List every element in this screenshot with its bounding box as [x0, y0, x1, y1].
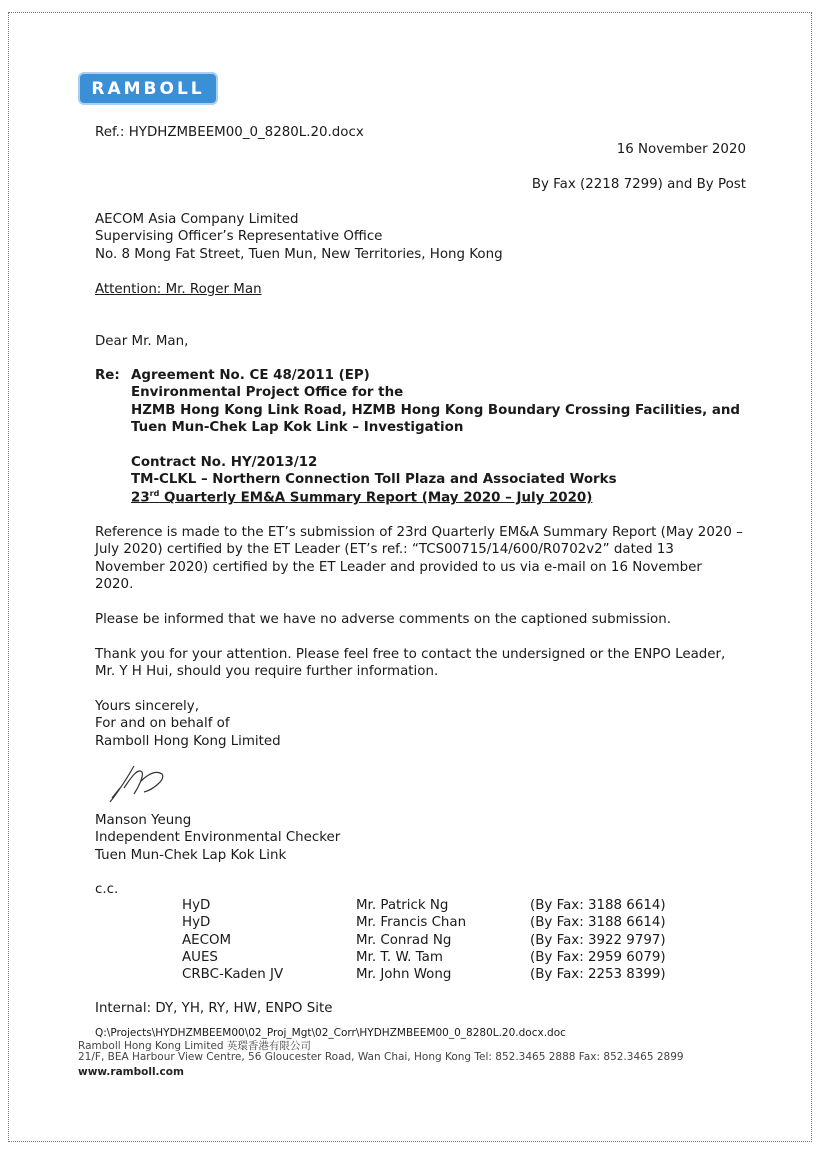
cc-fax: (By Fax: 3922 9797) [530, 933, 666, 948]
reference-number: Ref.: HYDHZMBEEM00_0_8280L.20.docx [95, 125, 364, 140]
address-line: AECOM Asia Company Limited [95, 212, 299, 227]
cc-row [0, 915, 828, 933]
body-paragraph-3-line: Thank you for your attention. Please feel free to contact the undersigned or the ENPO Leader, [95, 647, 726, 662]
body-paragraph-1-line: July 2020) certified by the ET Leader (ET’s ref.: “TCS00715/14/600/R0702v2” dated 13 [95, 542, 674, 557]
address-line: No. 8 Mong Fat Street, Tuen Mun, New Territories, Hong Kong [95, 247, 503, 262]
cc-name: Mr. T. W. Tam [356, 950, 443, 965]
ramboll-logo [78, 72, 218, 105]
cc-fax: (By Fax: 2959 6079) [530, 950, 666, 965]
closing-line: Yours sincerely, [95, 699, 199, 714]
body-paragraph-1-line: Reference is made to the ET’s submission of 23rd Quarterly EM&A Summary Report (May 2020 – [95, 525, 743, 540]
cc-name: Mr. Conrad Ng [356, 933, 452, 948]
cc-name: Mr. John Wong [356, 967, 452, 982]
cc-org: AUES [182, 950, 218, 965]
signatory-name: Manson Yeung [95, 813, 192, 828]
footer-address: 21/F, BEA Harbour View Centre, 56 Gloucester Road, Wan Chai, Hong Kong Tel: 852.3465 2888 Fax: 852.3465 2899 [78, 1051, 684, 1063]
cc-row [0, 967, 828, 985]
body-paragraph-1-line: November 2020) certified by the ET Leader and provided to us via e-mail on 16 November [95, 560, 702, 575]
footer-company: Ramboll Hong Kong Limited 英環香港有限公司 [78, 1040, 311, 1052]
address-line: Supervising Officer’s Representative Office [95, 229, 383, 244]
cc-row [0, 933, 828, 951]
body-paragraph-3-line: Mr. Y H Hui, should you require further information. [95, 664, 439, 679]
body-paragraph-1-line: 2020. [95, 577, 134, 592]
cc-row [0, 950, 828, 968]
cc-name: Mr. Patrick Ng [356, 898, 449, 913]
closing-line: Ramboll Hong Kong Limited [95, 734, 281, 749]
internal-distribution: Internal: DY, YH, RY, HW, ENPO Site [95, 1001, 333, 1016]
attention-line: Attention: Mr. Roger Man [95, 282, 262, 297]
cc-org: CRBC-Kaden JV [182, 967, 284, 982]
contract-line: Contract No. HY/2013/12 [131, 455, 318, 470]
report-title: 23rd Quarterly EM&A Summary Report (May 2020 – July 2020) [131, 489, 593, 506]
salutation: Dear Mr. Man, [95, 334, 189, 349]
cc-row [0, 898, 828, 916]
subject-line: Tuen Mun-Chek Lap Kok Link – Investigation [131, 420, 464, 435]
logo-text: RAMBOLL [91, 79, 205, 99]
cc-org: HyD [182, 915, 211, 930]
signatory-title: Independent Environmental Checker [95, 830, 341, 845]
subject-line: Environmental Project Office for the [131, 385, 404, 400]
handwritten-signature [104, 758, 174, 806]
cc-org: AECOM [182, 933, 232, 948]
body-paragraph-2: Please be informed that we have no adverse comments on the captioned submission. [95, 612, 671, 627]
cc-fax: (By Fax: 3188 6614) [530, 915, 666, 930]
cc-name: Mr. Francis Chan [356, 915, 467, 930]
subject-line: Agreement No. CE 48/2011 (EP) [131, 368, 370, 383]
closing-line: For and on behalf of [95, 716, 230, 731]
footer-website: www.ramboll.com [78, 1066, 184, 1078]
delivery-method: By Fax (2218 7299) and By Post [531, 177, 746, 192]
cc-org: HyD [182, 898, 211, 913]
letter-date: 16 November 2020 [616, 142, 746, 157]
re-label: Re: [95, 368, 120, 383]
cc-fax: (By Fax: 3188 6614) [530, 898, 666, 913]
subject-line: HZMB Hong Kong Link Road, HZMB Hong Kong Boundary Crossing Facilities, and [131, 403, 741, 418]
contract-line: TM-CLKL – Northern Connection Toll Plaza and Associated Works [131, 472, 617, 487]
file-path: Q:\Projects\HYDHZMBEEM00\02_Proj_Mgt\02_Corr\HYDHZMBEEM00_0_8280L.20.docx.doc [95, 1027, 566, 1039]
cc-label: c.c. [95, 882, 119, 897]
signatory-project: Tuen Mun-Chek Lap Kok Link [95, 848, 287, 863]
cc-fax: (By Fax: 2253 8399) [530, 967, 666, 982]
